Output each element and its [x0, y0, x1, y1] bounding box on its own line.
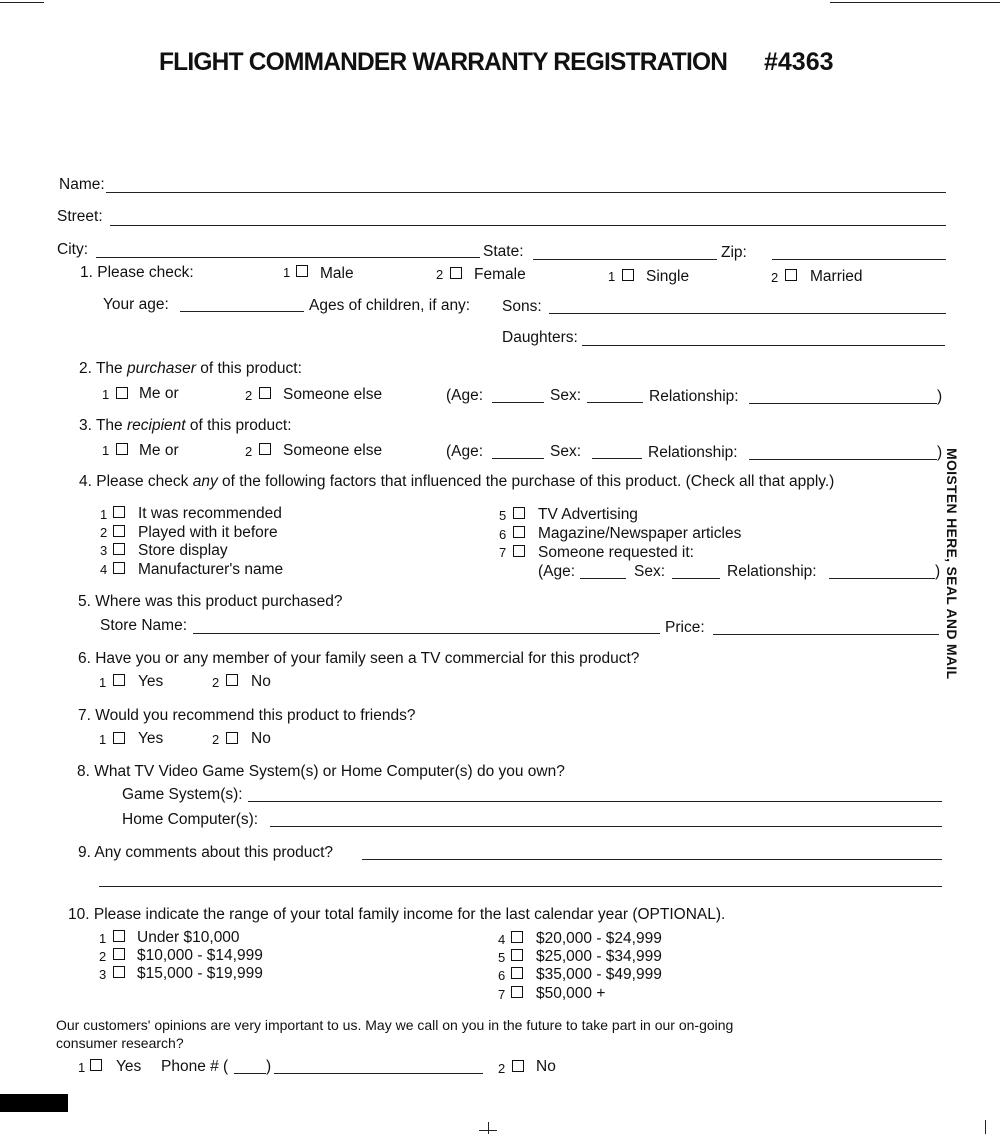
q6-label: 6. Have you or any member of your family seen a TV commercial for this product?: [78, 650, 640, 667]
right-tick: [985, 1120, 986, 1134]
research-yes-checkbox[interactable]: [90, 1059, 102, 1071]
sons-label: Sons:: [502, 298, 542, 315]
q5-label: 5. Where was this product purchased?: [78, 593, 343, 610]
female-label: Female: [474, 266, 526, 283]
q3-prefix: 3. The: [79, 417, 127, 434]
daughters-field[interactable]: [582, 345, 945, 346]
home-computer-label: Home Computer(s):: [122, 811, 259, 828]
option-number: 1: [283, 265, 291, 280]
requester-age-field[interactable]: [580, 578, 626, 579]
played-before-label: Played with it before: [138, 524, 278, 541]
research-text-line1: Our customers' opinions are very important to us. May we call on you in the future to take part in our on-going: [56, 1017, 734, 1033]
income-50000-plus-label: $50,000 +: [536, 985, 606, 1002]
recommend-yes-checkbox[interactable]: [113, 732, 125, 744]
option-number: 7: [498, 987, 506, 1002]
center-tick: [488, 1122, 489, 1134]
tv-advertising-checkbox[interactable]: [513, 507, 525, 519]
option-number: 2: [212, 732, 220, 747]
income-15000-19999-checkbox[interactable]: [113, 966, 125, 978]
single-label: Single: [646, 268, 690, 285]
recommend-no-checkbox[interactable]: [226, 732, 238, 744]
q4-prefix: 4. Please check: [79, 473, 193, 490]
zip-field[interactable]: [772, 259, 946, 260]
manufacturer-checkbox[interactable]: [113, 562, 125, 574]
income-35000-49999-label: $35,000 - $49,999: [536, 966, 662, 983]
city-label: City:: [57, 241, 88, 258]
store-name-field[interactable]: [193, 633, 660, 634]
purchaser-someone-label: Someone else: [283, 386, 383, 403]
street-field[interactable]: [110, 225, 946, 226]
recommend-no-label: No: [251, 730, 271, 747]
married-checkbox[interactable]: [785, 269, 797, 281]
purchaser-me-label: Me or: [139, 385, 179, 402]
option-number: 1: [99, 675, 107, 690]
zip-label: Zip:: [721, 244, 747, 261]
option-number: 2: [100, 525, 108, 540]
q2-prefix: 2. The: [79, 360, 127, 377]
recommended-label: It was recommended: [138, 505, 282, 522]
played-before-checkbox[interactable]: [113, 525, 125, 537]
home-computer-field[interactable]: [270, 826, 942, 827]
income-under-10000-checkbox[interactable]: [113, 930, 125, 942]
phone-number-field[interactable]: [274, 1073, 483, 1074]
income-50000-plus-checkbox[interactable]: [511, 986, 523, 998]
comments-field-line2[interactable]: [99, 886, 942, 887]
option-number: 5: [499, 508, 507, 523]
recipient-me-checkbox[interactable]: [116, 443, 128, 455]
store-display-label: Store display: [138, 542, 228, 559]
recipient-relationship-field[interactable]: [749, 459, 937, 460]
recipient-relationship-label: Relationship:: [648, 444, 738, 461]
option-number: 4: [498, 932, 506, 947]
form-number: #4363: [764, 48, 834, 76]
purchaser-relationship-field[interactable]: [749, 403, 937, 404]
recipient-age-field[interactable]: [492, 458, 544, 459]
seen-commercial-no-checkbox[interactable]: [226, 674, 238, 686]
income-10000-14999-checkbox[interactable]: [113, 948, 125, 960]
option-number: 6: [499, 527, 507, 542]
q4-suffix: of the following factors that influenced the purchase of this product. (Check all that apply.): [217, 473, 835, 490]
q8-label: 8. What TV Video Game System(s) or Home Computer(s) do you own?: [77, 763, 565, 780]
q7-label: 7. Would you recommend this product to friends?: [78, 707, 416, 724]
option-number: 1: [102, 443, 110, 458]
option-number: 1: [99, 931, 107, 946]
daughters-label: Daughters:: [502, 329, 578, 346]
option-number: 1: [78, 1060, 86, 1075]
q4-label: [79, 474, 834, 490]
tv-advertising-label: TV Advertising: [538, 506, 638, 523]
store-name-label: Store Name:: [100, 617, 188, 634]
game-system-field[interactable]: [248, 801, 942, 802]
income-25000-34999-checkbox[interactable]: [511, 949, 523, 961]
city-field[interactable]: [96, 257, 480, 258]
option-number: 3: [99, 967, 107, 982]
street-label: Street:: [57, 208, 103, 225]
area-code-field[interactable]: [234, 1073, 266, 1074]
store-display-checkbox[interactable]: [113, 543, 125, 555]
income-10000-14999-label: $10,000 - $14,999: [137, 947, 263, 964]
game-system-label: Game System(s):: [122, 786, 243, 803]
purchaser-me-checkbox[interactable]: [116, 387, 128, 399]
purchaser-age-field[interactable]: [492, 402, 544, 403]
research-no-checkbox[interactable]: [512, 1060, 524, 1072]
option-number: 2: [245, 388, 253, 403]
q10-label: 10. Please indicate the range of your total family income for the last calendar year (OPTIONAL).: [68, 906, 726, 923]
q1-label: 1. Please check:: [80, 264, 194, 281]
option-number: 5: [498, 950, 506, 965]
recipient-someone-label: Someone else: [283, 442, 383, 459]
income-20000-24999-label: $20,000 - $24,999: [536, 930, 662, 947]
q3-label: [79, 418, 292, 434]
someone-requested-label: Someone requested it:: [538, 544, 694, 561]
income-25000-34999-label: $25,000 - $34,999: [536, 948, 662, 965]
option-number: 1: [99, 732, 107, 747]
q3-emphasis: recipient: [126, 417, 186, 434]
option-number: 2: [212, 675, 220, 690]
option-number: 1: [100, 507, 108, 522]
manufacturer-label: Manufacturer's name: [138, 561, 284, 578]
seen-commercial-no-label: No: [251, 673, 271, 690]
purchaser-someone-checkbox[interactable]: [259, 387, 271, 399]
state-label: State:: [483, 243, 524, 260]
children-ages-label: Ages of children, if any:: [309, 297, 471, 314]
research-text-line2: consumer research?: [56, 1035, 184, 1051]
single-checkbox[interactable]: [622, 269, 634, 281]
research-no-label: No: [536, 1058, 556, 1075]
your-age-label: Your age:: [103, 296, 169, 313]
married-label: Married: [810, 268, 863, 285]
state-field[interactable]: [533, 259, 717, 260]
name-label: Name:: [59, 176, 105, 193]
option-number: 2: [498, 1061, 506, 1076]
q9-label: 9. Any comments about this product?: [78, 844, 334, 861]
side-seal-note: MOISTEN HERE, SEAL AND MAIL: [944, 448, 960, 680]
income-15000-19999-label: $15,000 - $19,999: [137, 965, 263, 982]
purchaser-sex-field[interactable]: [587, 402, 643, 403]
price-label: Price:: [665, 619, 705, 636]
sons-field[interactable]: [549, 313, 946, 314]
requester-relationship-label: Relationship:: [727, 563, 817, 580]
recommend-yes-label: Yes: [138, 730, 164, 747]
scan-mark-bottom-left: [0, 1094, 68, 1112]
recipient-me-label: Me or: [139, 442, 179, 459]
q2-emphasis: purchaser: [126, 360, 196, 377]
recommended-checkbox[interactable]: [113, 506, 125, 518]
name-field[interactable]: [106, 192, 946, 193]
income-35000-49999-checkbox[interactable]: [511, 967, 523, 979]
someone-requested-checkbox[interactable]: [513, 545, 525, 557]
q2-label: [79, 361, 302, 377]
close-paren: ): [937, 388, 943, 405]
form-title: FLIGHT COMMANDER WARRANTY REGISTRATION: [159, 48, 728, 76]
option-number: 2: [99, 949, 107, 964]
income-under-10000-label: Under $10,000: [137, 929, 240, 946]
scan-mark-top-left: [0, 2, 44, 3]
option-number: 7: [499, 545, 507, 560]
comments-field[interactable]: [362, 859, 942, 860]
seen-commercial-yes-checkbox[interactable]: [113, 674, 125, 686]
q4-emphasis: any: [192, 473, 218, 490]
option-number: 1: [102, 387, 110, 402]
research-yes-label: Yes: [116, 1058, 142, 1075]
option-number: 2: [436, 267, 444, 282]
purchaser-relationship-label: Relationship:: [649, 388, 739, 405]
price-field[interactable]: [713, 634, 939, 635]
magazine-checkbox[interactable]: [513, 526, 525, 538]
requester-age-label: (Age:: [538, 563, 576, 580]
option-number: 1: [608, 269, 616, 284]
your-age-field[interactable]: [180, 311, 304, 312]
purchaser-age-label: (Age:: [446, 387, 484, 404]
option-number: 3: [100, 543, 108, 558]
female-checkbox[interactable]: [450, 267, 462, 279]
center-tick-base: [479, 1130, 497, 1131]
requester-sex-field[interactable]: [672, 578, 720, 579]
option-number: 2: [245, 444, 253, 459]
requester-relationship-field[interactable]: [829, 578, 935, 579]
purchaser-sex-label: Sex:: [550, 387, 582, 404]
requester-sex-label: Sex:: [634, 563, 666, 580]
income-20000-24999-checkbox[interactable]: [511, 931, 523, 943]
option-number: 2: [771, 270, 779, 285]
option-number: 6: [498, 968, 506, 983]
recipient-someone-checkbox[interactable]: [259, 443, 271, 455]
scan-mark-top-right: [830, 2, 1000, 3]
close-paren: ): [935, 563, 941, 580]
recipient-sex-field[interactable]: [592, 458, 642, 459]
q3-suffix: of this product:: [185, 417, 292, 434]
q2-suffix: of this product:: [195, 360, 302, 377]
recipient-age-label: (Age:: [446, 443, 484, 460]
close-paren: ): [937, 444, 943, 461]
male-checkbox[interactable]: [296, 265, 308, 277]
phone-label: Phone # (: [161, 1058, 229, 1075]
male-label: Male: [320, 265, 354, 282]
option-number: 4: [100, 562, 108, 577]
magazine-label: Magazine/Newspaper articles: [538, 525, 742, 542]
phone-close-paren: ): [266, 1058, 272, 1075]
seen-commercial-yes-label: Yes: [138, 673, 164, 690]
recipient-sex-label: Sex:: [550, 443, 582, 460]
